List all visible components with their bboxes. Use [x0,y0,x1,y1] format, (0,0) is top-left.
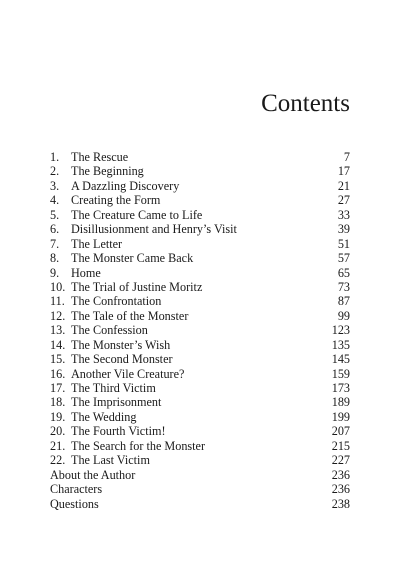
page-number: 227 [331,453,350,468]
toc-entry [50,222,350,236]
chapter-title: The Beginning [71,164,144,179]
chapter-number: 4. [50,193,60,208]
page-number: 207 [331,424,350,439]
toc-back-matter-entry [50,482,350,496]
section-title: Questions [50,496,99,511]
chapter-number: 17. [50,381,66,395]
chapter-number: 12. [50,308,66,323]
chapter-title: The Rescue [71,150,129,164]
chapter-title: The Second Monster [71,352,173,367]
chapter-number: 13. [50,323,66,338]
toc-back-matter-entry [50,468,350,482]
page-number: 39 [337,222,350,237]
chapter-number: 1. [50,150,60,164]
chapter-title: The Confession [71,323,148,338]
page-number: 27 [337,193,350,208]
toc-entry [50,367,350,381]
page-number: 215 [331,438,350,453]
chapter-number: 19. [50,409,66,424]
chapter-number: 16. [50,366,66,381]
toc-entry [50,410,350,424]
toc-entry [50,395,350,409]
chapter-title: The Monster’s Wish [71,337,171,352]
chapter-title: Home [71,265,101,280]
page-number: 87 [337,294,350,309]
page-number: 189 [331,395,350,410]
page-number: 17 [337,164,350,179]
toc-entry [50,208,350,222]
chapter-title: The Creature Came to Life [71,207,203,222]
page-number: 33 [337,207,350,222]
page-number: 21 [337,178,350,193]
page-number: 7 [343,150,350,164]
chapter-title: A Dazzling Discovery [71,178,180,193]
chapter-title: The Wedding [71,409,137,424]
chapter-number: 14. [50,337,66,352]
section-title: Characters [50,482,103,497]
chapter-title: The Search for the Monster [71,438,206,453]
toc-entry [50,251,350,265]
page-number: 236 [331,467,350,482]
toc-entry [50,323,350,337]
chapter-title: Disillusionment and Henry’s Visit [71,222,237,237]
chapter-number: 7. [50,236,60,251]
chapter-number: 5. [50,207,60,222]
chapter-number: 21. [50,438,66,453]
page-number: 73 [337,279,350,294]
toc-entry [50,237,350,251]
toc-entry [50,439,350,453]
toc-back-matter-entry [50,497,350,511]
section-title: About the Author [50,467,136,482]
chapter-number: 6. [50,222,60,237]
chapter-title: The Last Victim [71,453,150,468]
chapter-title: The Trial of Justine Moritz [71,279,203,294]
chapter-number: 3. [50,178,60,193]
toc-entry [50,179,350,193]
chapter-title: The Imprisonment [71,395,162,410]
chapter-number: 8. [50,251,60,266]
chapter-number: 15. [50,352,66,367]
page-number: 238 [331,496,350,511]
toc-entry [50,424,350,438]
chapter-title: The Fourth Victim! [71,424,166,439]
toc-entry [50,150,350,164]
toc-entry [50,352,350,366]
chapter-number: 11. [50,294,65,309]
chapter-number: 9. [50,265,60,280]
page-number: 199 [331,409,350,424]
page-number: 51 [337,236,350,251]
toc-entry [50,381,350,395]
chapter-title: The Third Victim [71,381,156,395]
page-title: Contents [261,90,350,117]
chapter-title: Creating the Form [71,193,161,208]
chapter-title: The Confrontation [71,294,162,309]
chapter-number: 2. [50,164,60,179]
table-of-contents [50,150,350,511]
page-number: 173 [331,381,350,395]
chapter-title: Another Vile Creature? [71,366,185,381]
toc-entry [50,453,350,467]
toc-entry [50,309,350,323]
chapter-title: The Monster Came Back [71,251,194,266]
toc-entry [50,338,350,352]
chapter-number: 18. [50,395,66,410]
toc-entry [50,280,350,294]
toc-entry [50,294,350,308]
page-number: 159 [331,366,350,381]
chapter-number: 10. [50,279,66,294]
toc-entry [50,193,350,207]
chapter-title: The Letter [71,236,123,251]
page-number: 57 [337,251,350,266]
chapter-number: 20. [50,424,66,439]
page-number: 145 [331,352,350,367]
page-number: 123 [331,323,350,338]
page-number: 65 [337,265,350,280]
page-number: 236 [331,482,350,497]
chapter-number: 22. [50,453,66,468]
page-number: 99 [337,308,350,323]
page-number: 135 [331,337,350,352]
toc-entry [50,266,350,280]
toc-entry [50,164,350,178]
chapter-title: The Tale of the Monster [71,308,189,323]
